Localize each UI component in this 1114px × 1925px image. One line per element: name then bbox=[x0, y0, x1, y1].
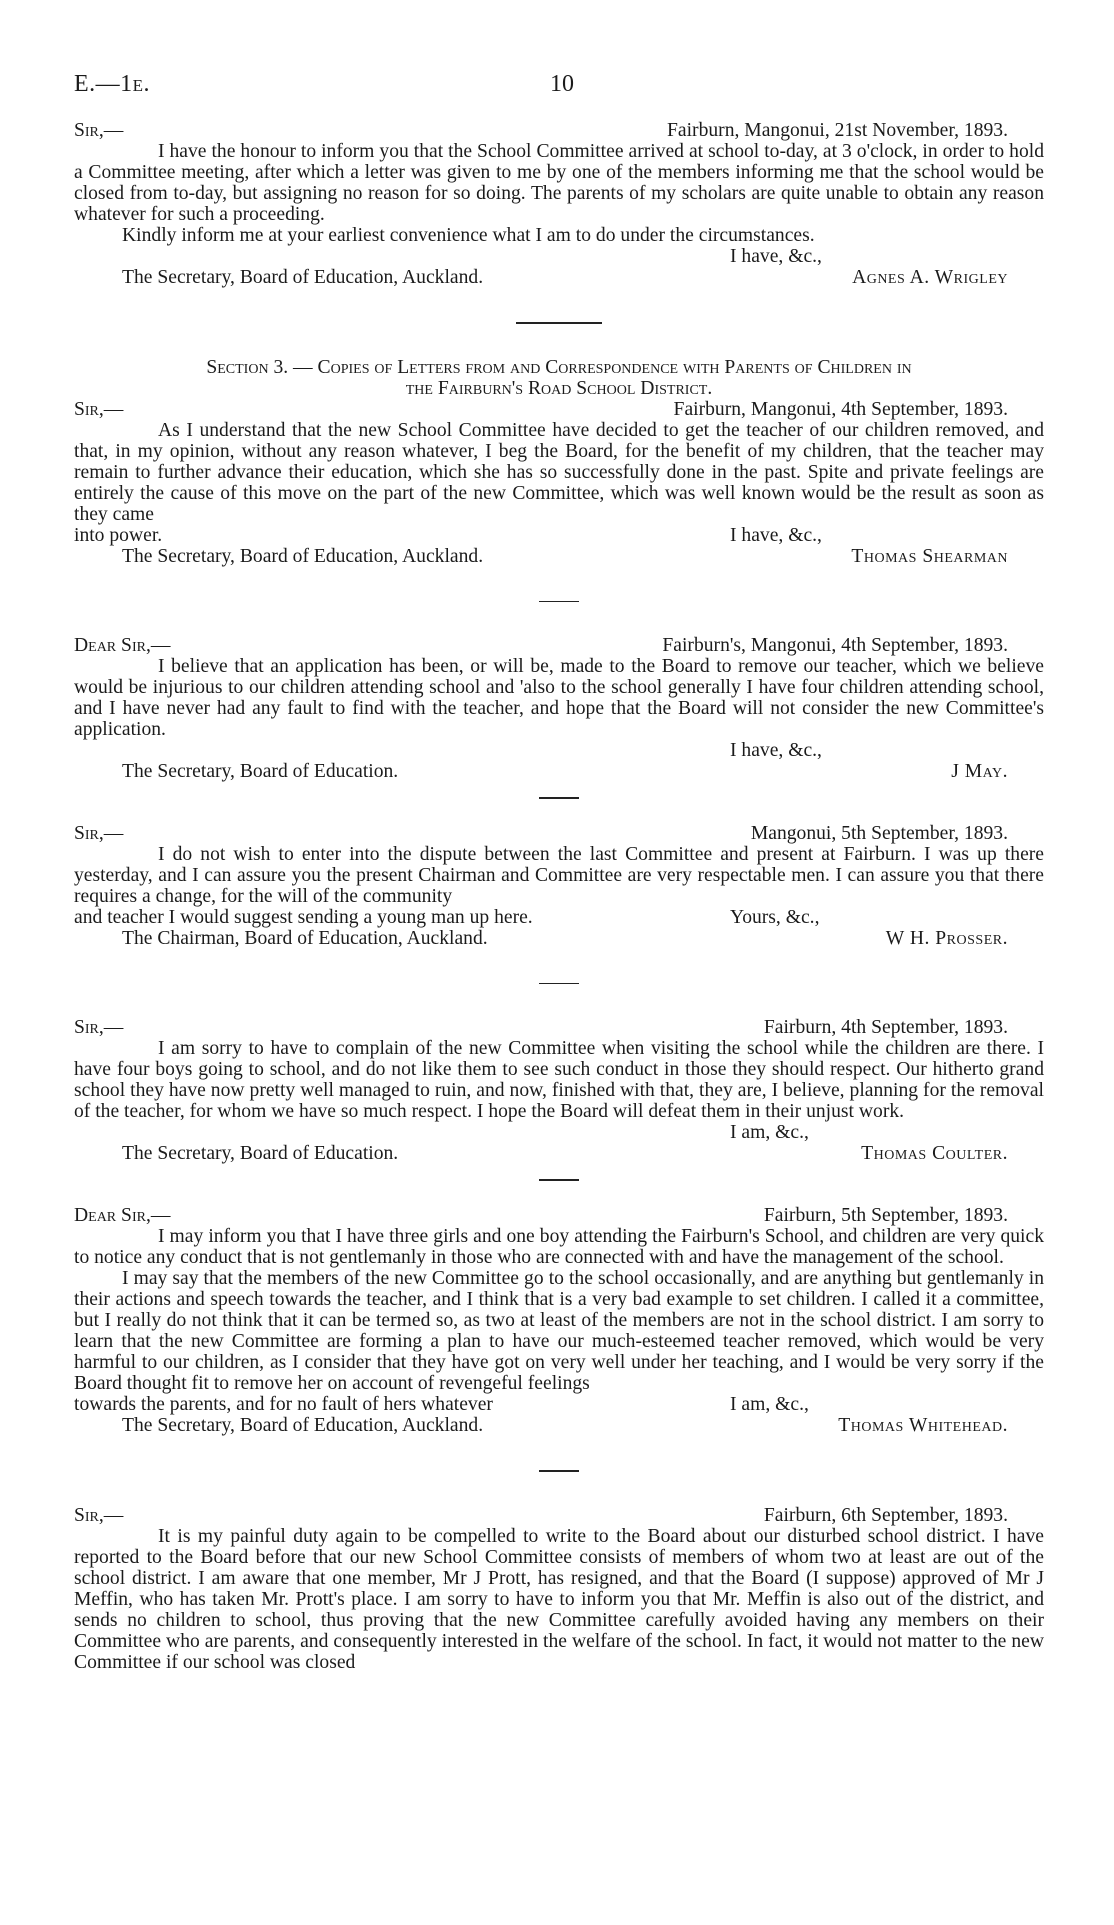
section-title-line: Section 3. — Copies of Letters from and Correspondence with Parents of Children in bbox=[206, 356, 912, 378]
document-reference: E.—1e. bbox=[74, 71, 151, 97]
letter-paragraph: I have the honour to inform you that the School Committee arrived at school to-day, at 3 o'clock, in order to hold a Committee meeting, after which a letter was given to me by one of the members informing me that the school would be closed from to-day, but assigning no reason for so doing. The parents of my scholars are quite unable to obtain any reason whatever for such a proceeding. bbox=[74, 141, 1044, 225]
letter-paragraph: I am sorry to have to complain of the new Committee when visiting the school while the children are there. I have four boys going to school, and do not like them to see such conduct in those they should respect. Our hitherto grand school they have now pretty well managed to ruin, and now, finished with that, they are, I believe, planning for the removal of the teacher, for whom we have so much respect. I hope the Board will defeat them in their unjust work. bbox=[74, 1038, 1044, 1123]
closing-line bbox=[74, 740, 1044, 761]
salutation: Sir,— bbox=[74, 822, 124, 844]
letter-heading bbox=[74, 120, 1044, 141]
salutation: Dear Sir,— bbox=[74, 1204, 171, 1226]
letter-signature: Thomas Whitehead. bbox=[838, 1414, 1008, 1436]
salutation: Sir,— bbox=[74, 120, 124, 141]
letter-recipient: The Secretary, Board of Education, Auckland. bbox=[122, 267, 484, 288]
letter-signature: W H. Prosser. bbox=[885, 927, 1008, 949]
letter bbox=[74, 120, 1044, 289]
letter bbox=[74, 1205, 1044, 1437]
paragraph-last-line: into power. bbox=[74, 524, 163, 546]
salutation: Sir,— bbox=[74, 398, 124, 420]
letter-address-date: Fairburn, 6th September, 1893. bbox=[763, 1504, 1008, 1526]
letter-address-date: Fairburn, 4th September, 1893. bbox=[763, 1017, 1008, 1039]
letter-signature: Agnes A. Wrigley bbox=[852, 267, 1008, 288]
signature-line bbox=[74, 1143, 1044, 1165]
letter-heading bbox=[74, 635, 1044, 656]
letter-address-date: Mangonui, 5th September, 1893. bbox=[750, 822, 1008, 844]
letter-heading bbox=[74, 399, 1044, 420]
last-line bbox=[74, 525, 1044, 546]
letter-paragraph: I may inform you that I have three girls and one boy attending the Fairburn's School, and children are very quick to notice any conduct that is not gentlemanly in those who are connected with and have the management of the school. bbox=[74, 1225, 1044, 1268]
section-heading bbox=[74, 357, 1044, 399]
letter-paragraph: I believe that an application has been, or will be, made to the Board to remove our teacher, which we believe would be injurious to our children attending school and 'also to the school generally I have four children attending school, and I have never had any fault to find with the teacher, and hope that the Board will not consider the new Committee's application. bbox=[74, 656, 1044, 741]
letter bbox=[74, 1505, 1044, 1673]
letter-recipient: The Secretary, Board of Education, Auckland. bbox=[122, 545, 484, 567]
letter-paragraph: As I understand that the new School Committee have decided to get the teacher of our children removed, and that, in my opinion, without any reason whatever, I beg the Board, for the benefit of my children, that the teacher may remain to further advance their education, which she has so successfully done in the past. Spite and private feelings are entirely the cause of this move on the part of the new Committee, which was well known would be the result as soon as they came bbox=[74, 419, 1044, 525]
letter-address-date: Fairburn's, Mangonui, 4th September, 1893. bbox=[662, 635, 1008, 657]
letter-recipient: The Secretary, Board of Education, Auckland. bbox=[122, 1414, 484, 1436]
last-line bbox=[74, 1394, 1044, 1415]
page-header bbox=[74, 71, 1044, 102]
section-title-line: the Fairburn's Road School District. bbox=[405, 377, 713, 399]
letter-closing: I have, &c., bbox=[730, 740, 822, 762]
letter bbox=[74, 399, 1044, 568]
signature-line bbox=[74, 928, 1044, 950]
letter-address-date: Fairburn, 5th September, 1893. bbox=[763, 1204, 1008, 1226]
salutation: Dear Sir,— bbox=[74, 635, 171, 657]
letter-recipient: The Secretary, Board of Education. bbox=[122, 1143, 399, 1165]
closing-line bbox=[74, 246, 1044, 267]
letter-address-date: Fairburn, Mangonui, 4th September, 1893. bbox=[673, 398, 1008, 420]
signature-line bbox=[74, 761, 1044, 783]
letter-signature: Thomas Shearman bbox=[851, 545, 1008, 567]
letter-heading bbox=[74, 1205, 1044, 1226]
letter-closing: I have, &c., bbox=[730, 524, 822, 546]
letter-closing: I am, &c., bbox=[730, 1122, 809, 1144]
letter-recipient: The Secretary, Board of Education. bbox=[122, 761, 399, 783]
letter-address-date: Fairburn, Mangonui, 21st November, 1893. bbox=[667, 120, 1008, 141]
closing-line bbox=[74, 1122, 1044, 1143]
signature-line bbox=[74, 546, 1044, 568]
letter-paragraph: It is my painful duty again to be compelled to write to the Board about our disturbed school district. I have reported to the Board before that our new School Committee consists of members of whom two at least are out of the school district. I am aware that one member, Mr J Prott, has resigned, and that the Board (I suppose) approved of Mr J Meffin, who has taken Mr. Prott's place. I am sorry to have to inform you that Mr. Meffin is also out of the district, and sends no children to school, thus proving that the new Committee carefully avoided having any members on their Committee who are parents, and consequently interested in the welfare of the school. In fact, it would not matter to the new Committee if our school was closed bbox=[74, 1525, 1044, 1673]
letter-closing: Yours, &c., bbox=[730, 906, 820, 928]
paragraph-last-line: and teacher I would suggest sending a young man up here. bbox=[74, 906, 533, 928]
signature-line bbox=[74, 267, 1044, 289]
page-content bbox=[74, 120, 1044, 1673]
letter bbox=[74, 635, 1044, 783]
salutation: Sir,— bbox=[74, 1504, 124, 1526]
letter bbox=[74, 823, 1044, 950]
letter-recipient: The Chairman, Board of Education, Auckland. bbox=[122, 927, 488, 949]
signature-line bbox=[74, 1415, 1044, 1437]
letter-paragraph: I do not wish to enter into the dispute between the last Committee and present at Fairburn. I was up there yesterday, and I can assure you the present Chairman and Committee are very respectable men. I can assure you that there requires a change, for the will of the community bbox=[74, 843, 1044, 907]
letter-paragraph: Kindly inform me at your earliest convenience what I am to do under the circumstances. bbox=[122, 225, 815, 246]
last-line bbox=[74, 907, 1044, 928]
letter-paragraph: I may say that the members of the new Committee go to the school occasionally, and are anything but gentlemanly in their actions and speech towards the teacher, and I think that is a very bad example to set children. I called it a committee, but I really do not think that it can be termed so, as two at least of the members are not in the school district. I am sorry to learn that the new Committee are forming a plan to have our much-esteemed teacher removed, which would be very harmful to our children, as I consider that they have got on very well under her teaching, and I would be very sorry if the Board thought fit to remove her on account of revengeful feelings bbox=[74, 1267, 1044, 1394]
letter-heading bbox=[74, 1017, 1044, 1038]
letter-signature: Thomas Coulter. bbox=[861, 1143, 1008, 1165]
letter-closing: I have, &c., bbox=[730, 246, 822, 267]
paragraph-last-line: towards the parents, and for no fault of hers whatever bbox=[74, 1393, 493, 1415]
letter-signature: J May. bbox=[951, 761, 1008, 783]
letter-heading bbox=[74, 1505, 1044, 1526]
salutation: Sir,— bbox=[74, 1017, 124, 1039]
letter-heading bbox=[74, 823, 1044, 844]
letter-closing: I am, &c., bbox=[730, 1393, 809, 1415]
letter bbox=[74, 1017, 1044, 1165]
page-number: 10 bbox=[550, 71, 574, 97]
